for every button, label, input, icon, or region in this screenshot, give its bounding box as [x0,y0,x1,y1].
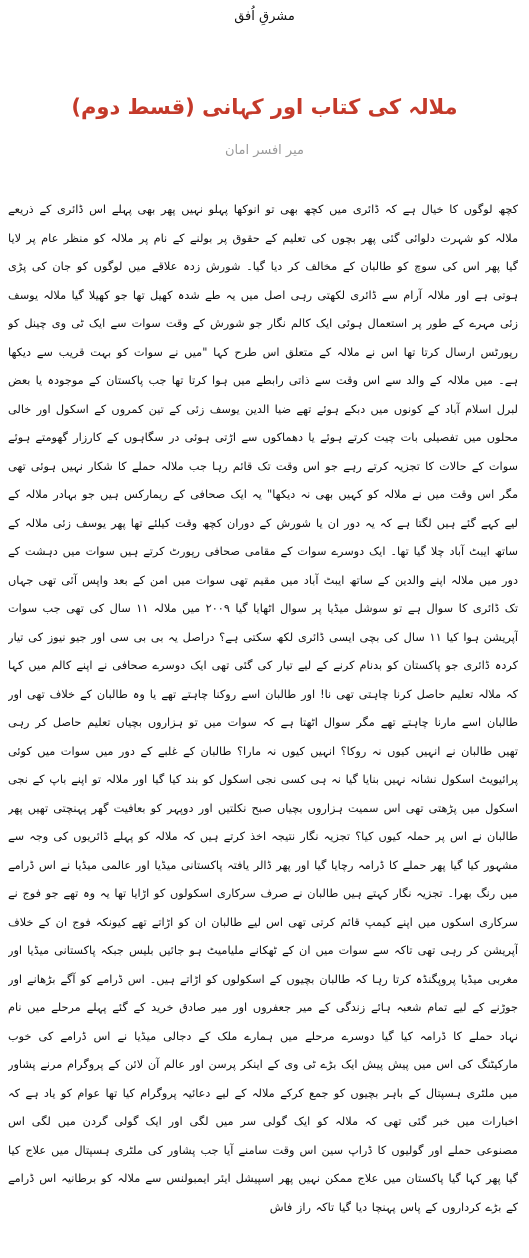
article-author: میر افسر امان [224,143,304,158]
article-body: کچھ لوگوں کا خیال ہے کہ ڈائری میں کچھ بھی تو انوکھا پہلو نہیں پھر بھی پہلے اس ڈائری کے ذریعے ملالہ کو شہرت دلوائی گئی پھر بچوں کی تعلیم کے حقوق پر بولنے کے نام پر ملالہ کو منظر عام پر لایا گیا پھر اس کی سوچ کو طالبان کے مخالف کر دیا گیا۔ شورش زدہ علاقے میں لوگوں کو جان کی پڑی ہوتی ہے اور ملالہ آرام سے ڈائری لکھتی رہی اصل میں یہ طے شدہ کھیل تھا جو کھیلا گیا ملالہ یوسف زئی مہرے کے طور پر استعمال ہوئی ایک کالم نگار جو شورش کے وقت سوات سے ایک ٹی وی چینل کو رپورٹس ارسال کرتا تھا اس نے ملالہ کے متعلق اس طرح کہا "میں نے سوات کو بہت قریب سے دیکھا ہے۔ میں ملالہ کے والد سے اس وقت سے ذاتی رابطے میں ہوا کرتا تھا جب پاکستان کے موجودہ یا بعض لبرل اسلام آباد کے کونوں میں دبکے ہوئے تھے ضیا الدین یوسف زئی کے تین کمروں کے اسکول اور خالی محلوں میں تفصیلی بات چیت کرتے ہوئے یا دھماکوں سے اڑتی ہوئی در سگاہوں کے کارزار گھومتے ہوئے سوات کے حالات کا تجزیہ کرتے رہے جو اس وقت تک قائم رہا جب ملالہ حملے کا شکار نہیں ہوئی تھی مگر اس وقت میں نے ملالہ کو کہیں بھی نہ دیکھا" یہ ایک صحافی کے ریمارکس ہیں جو بہادر ملالہ کے لیے کہے گئے ہیں لگتا ہے کہ یہ دور ان یا شورش کے دوران کچھ وقت کیلئے تھا پھر یوسف زئی ملالہ کے ساتھ ایبٹ آباد چلا گیا تھا۔ ایک دوسرے سوات کے مقامی صحافی رپورٹ کرتے ہیں سوات میں دہشت کے دور میں ملالہ اپنے والدین کے ساتھ ایبٹ آباد میں مقیم تھی سوات میں امن کے بعد واپس آئی تھی جہاں تک ڈائری کا سوال ہے تو سوشل میڈیا پر سوال اٹھایا گیا ۲۰۰۹ میں ملالہ ۱۱ سال کی تھی جب سوات آپریشن ہوا کیا ۱۱ سال کی بچی ایسی ڈائری لکھ سکتی ہے؟ دراصل یہ بی بی سی اور جیو نیوز کی تیار کردہ ڈائری جو پاکستان کو بدنام کرنے کے لیے تیار کی گئی تھی ایک دوسرے صحافی نے اپنے کالم میں کہا کہ ملالہ تعلیم حاصل کرنا چاہتی تھی نا! اور طالبان اسے روکنا چاہتے تھے یا وہ طالبان کے خلاف تھی اور طالبان اسے مارنا چاہتے تھے مگر سوال اٹھتا ہے کہ سوات میں تو ہزاروں بچیاں تعلیم حاصل کر رہی تھیں طالبان نے انہیں کیوں نہ روکا؟ انہیں کیوں نہ مارا؟ طالبان کے غلبے کے دور میں سوات میں کوئی پرائیویٹ اسکول نشانہ نہیں بنایا گیا نہ ہی کسی نجی اسکول کو بند کیا گیا اور ملالہ تو اپنے باپ کے نجی اسکول میں پڑھتی تھی اس سمیت ہزاروں بچیاں صبح نکلتیں اور دوپہر کو بعافیت گھر پہنچتی تھیں پھر طالبان نے اس پر حملہ کیوں کیا؟ تجزیہ نگار نتیجہ اخذ کرتے ہیں کہ ملالہ کو پہلے ڈائریوں کی وجہ سے مشہور کیا گیا پھر حملے کا ڈرامہ رچایا گیا اور پھر ڈالر یافتہ پاکستانی میڈیا اور عالمی میڈیا نے اس ڈرامے میں رنگ بھرا۔ تجزیہ نگار کہتے ہیں طالبان نے صرف سرکاری اسکولوں کو اڑایا تھا یہ وہ تھے جو فوج نے سرکاری اسکوں میں اپنے کیمپ قائم کرتی تھی اس لیے طالبان ان کو اڑاتے تھے کیونکہ فوج ان کے خلاف آپریشن کر رہی تھی تاکہ سے سوات میں ان کے ٹھکانے ملیامیٹ ہو جائیں بلیس جبکہ پاکستانی میڈیا اور مغربی میڈیا پروپگنڈہ کرتا رہا کہ طالبان بچیوں کے اسکولوں کو اڑاتے ہیں۔ اس ڈرامے کو آگے بڑھانے اور جوڑنے کے لیے تمام شعبہ ہائے زندگی کے میر جعفروں اور میر صادق خرید کے گئے پہلے مرحلے میں نام نہاد حملے کا ڈرامہ کیا گیا دوسرے مرحلے میں ہمارے ملک کے دجالی میڈیا نے اس ڈرامے کی خوب مارکیٹنگ کی اس میں پیش پیش ایک بڑے ٹی وی کے اینکر پرسن اور عالم آن لائن کے پروگرام مرنے پشاور میں ملٹری ہسپتال کے باہر بچیوں کو جمع کرکے ملالہ کے لیے دعائیہ پروگرام کیا تھا عوام کو یاد ہے کہ اخبارات میں خبر گئی تھی کہ ملالہ کو ایک گولی سر میں لگی اور ایک گولی گردن میں لگی اس مصنوعی حملے اور گولیوں کا ڈراپ سین اس وقت سامنے آیا جب پشاور کی ملٹری ہسپتال میں علاج کیا گیا پھر کہا گیا پاکستان میں علاج ممکن نہیں پھر اسپیشل ایئر ایمبولنس سے ملالہ کو برطانیہ اس ڈرامے کے بڑے کرداروں کے پاس پہنچا دیا گیا تاکہ راز فاش [8,203,518,1214]
article-title: ملالہ کی کتاب اور کہانی (قسط دوم) [71,95,458,119]
newspaper-name: مشرقِ اُفق [234,9,295,24]
